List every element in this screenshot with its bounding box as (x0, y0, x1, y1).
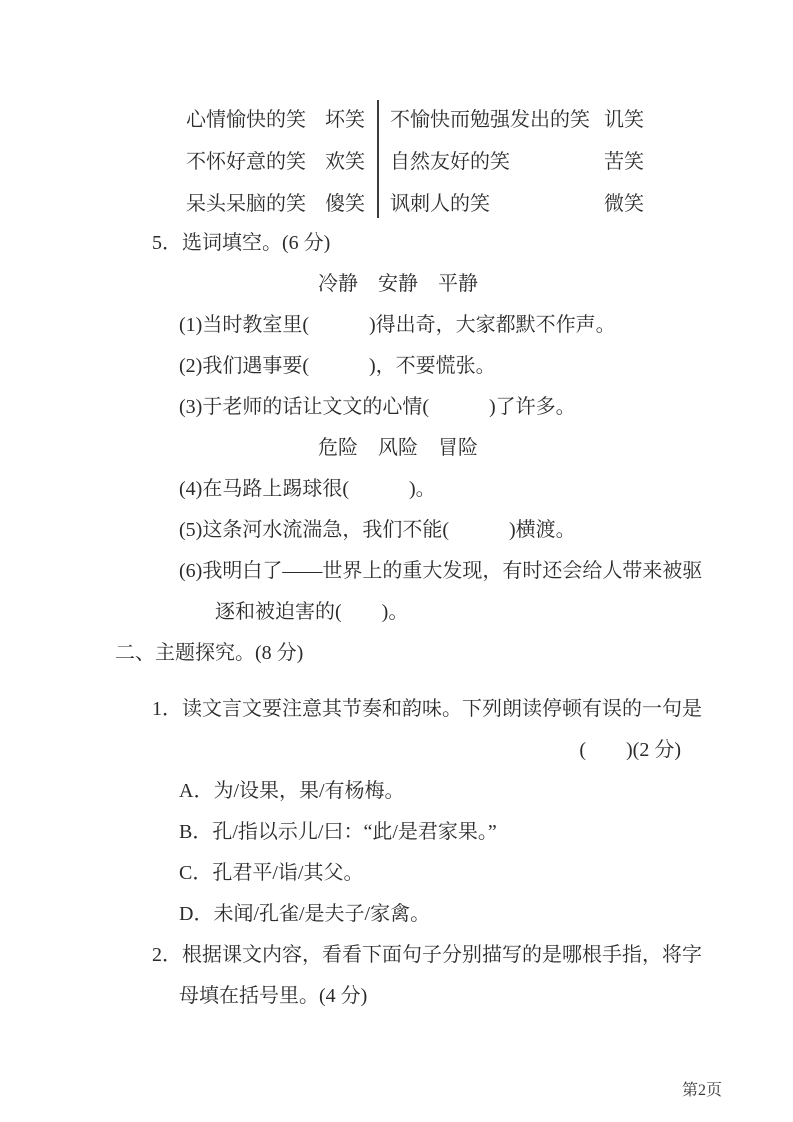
page-number: 第2页 (681, 1082, 722, 1099)
word-bank-2: 危险 风险 冒险 (318, 437, 478, 459)
match-description: 呆头呆脑的笑 (186, 192, 306, 215)
matching-right-column (379, 96, 644, 222)
match-description: 不愉快而勉强发出的笑 (390, 108, 590, 131)
s2-q1-option-c: C．孔君平/诣/其父。 (179, 862, 364, 884)
q5-item-3: (3)于老师的话让文文的心情( )了许多。 (179, 396, 576, 418)
s2-q1-stem: 1．读文言文要注意其节奏和韵味。下列朗读停顿有误的一句是 (152, 698, 702, 720)
q5-item-5: (5)这条河水流湍急，我们不能( )横渡。 (179, 519, 576, 541)
match-word: 坏笑 (325, 108, 365, 131)
q5-item-6-line-2: 逐和被迫害的( )。 (215, 601, 409, 623)
q5-item-1: (1)当时教室里( )得出奇，大家都默不作声。 (179, 314, 616, 336)
match-word: 欢笑 (325, 150, 365, 173)
match-description: 心情愉快的笑 (186, 108, 306, 131)
matching-left-column (186, 96, 377, 222)
s2-q2-line-2: 母填在括号里。(4 分) (179, 985, 368, 1007)
s2-q1-option-a: A．为/设果，果/有杨梅。 (179, 780, 405, 802)
q5-item-6-line-1: (6)我明白了——世界上的重大发现，有时还会给人带来被驱 (179, 560, 703, 582)
match-word: 微笑 (604, 192, 644, 215)
s2-q1-option-b: B．孔/指以示儿/曰：“此/是君家果。” (179, 821, 497, 843)
word-bank-1: 冷静 安静 平静 (318, 273, 478, 295)
section-2-title: 二、主题探究。(8 分) (115, 642, 304, 664)
matching-exercise (186, 96, 644, 222)
q5-item-4: (4)在马路上踢球很( )。 (179, 478, 436, 500)
s2-q1-option-d: D．未闻/孔雀/是夫子/家禽。 (179, 903, 431, 925)
s2-q1-answer-blank: ( )(2 分) (579, 739, 681, 761)
question-body (0, 223, 793, 1017)
q5-title: 5．选词填空。(6 分) (152, 232, 331, 254)
match-row (186, 96, 365, 138)
match-row (390, 96, 644, 138)
s2-q2-line-1: 2．根据课文内容，看看下面句子分别描写的是哪根手指，将字 (152, 944, 702, 966)
match-word: 苦笑 (604, 150, 644, 173)
match-row (186, 180, 365, 222)
match-description: 讽刺人的笑 (390, 192, 490, 215)
match-row (390, 138, 644, 180)
match-description: 自然友好的笑 (390, 150, 510, 173)
q5-item-2: (2)我们遇事要( )，不要慌张。 (179, 355, 496, 377)
match-row (186, 138, 365, 180)
match-description: 不怀好意的笑 (186, 150, 306, 173)
match-word: 讥笑 (604, 108, 644, 131)
match-row (390, 180, 644, 222)
match-word: 傻笑 (325, 192, 365, 215)
